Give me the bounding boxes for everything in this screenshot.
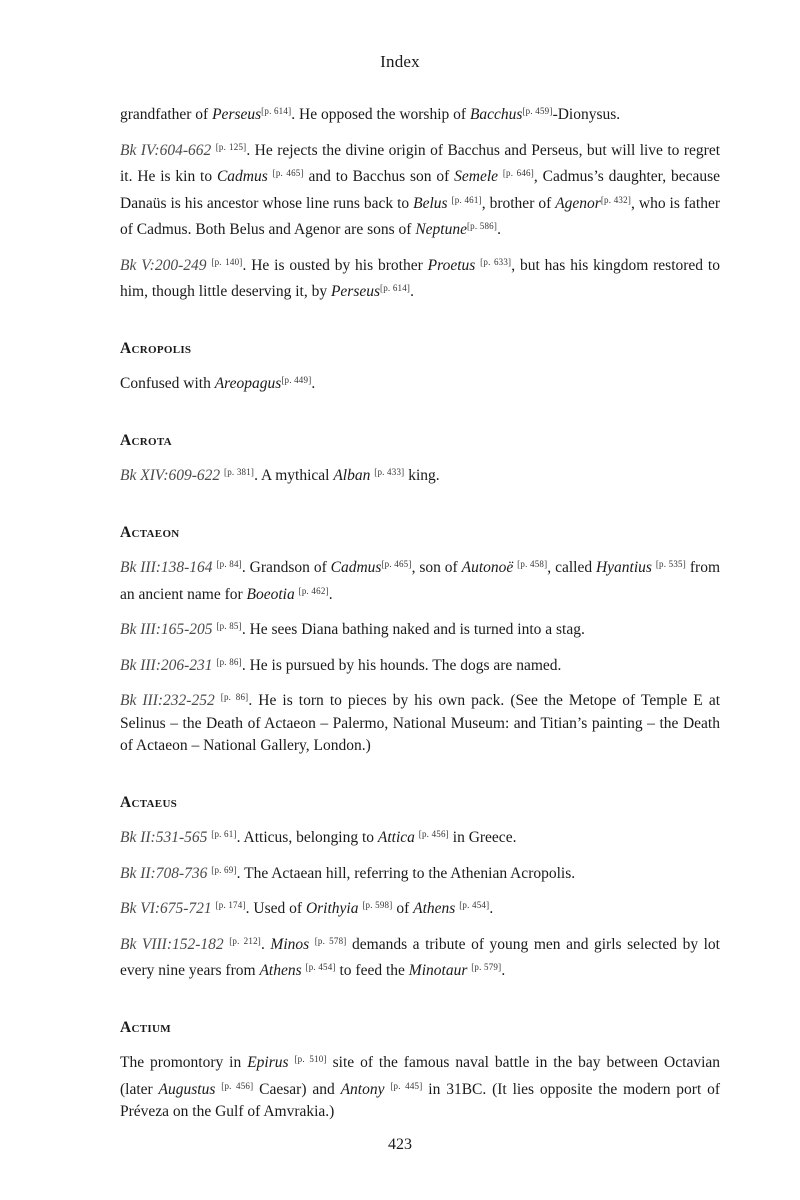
index-entry — [120, 1017, 720, 1124]
text-run: in 31BC. (It lies opposite the modern port of Préveza on the Gulf of Amvrakia.) — [120, 1080, 721, 1120]
page-reference[interactable]: [p. 462] — [298, 585, 329, 596]
name-link[interactable]: Augustus — [158, 1080, 216, 1098]
text-run: . Atticus, belonging to — [236, 829, 378, 846]
index-paragraph — [120, 461, 720, 488]
page-reference[interactable]: [p. 465] — [381, 559, 412, 569]
page-reference[interactable]: [p. 614] — [261, 106, 292, 116]
book-reference: Bk III:138-164 — [120, 559, 213, 576]
page-reference[interactable]: [p. 449] — [281, 375, 312, 385]
entry-heading: Acrota — [120, 431, 172, 449]
name-link[interactable]: Minos — [270, 935, 310, 953]
page-reference[interactable]: [p. 633] — [480, 256, 512, 267]
name-link[interactable]: Minotaur — [408, 962, 468, 979]
text-run: . He sees Diana bathing naked and is turned into a stag. — [241, 621, 585, 638]
text-run: from an ancient name for — [120, 559, 720, 603]
index-paragraph — [120, 894, 720, 921]
text-run: . — [328, 585, 333, 603]
text-run: , son of — [411, 559, 462, 576]
name-link[interactable]: Athens — [413, 900, 456, 917]
entry-heading: Actium — [120, 1018, 171, 1036]
text-run: . — [311, 375, 316, 392]
name-link[interactable]: Orithyia — [305, 900, 359, 917]
name-link[interactable]: Epirus — [247, 1054, 289, 1071]
text-run: . — [489, 900, 494, 917]
name-link[interactable]: Athens — [259, 962, 302, 979]
index-entry — [120, 338, 720, 396]
text-run: grandfather of — [120, 106, 213, 123]
book-reference: Bk III:206-231 — [120, 656, 213, 674]
text-run: . He is pursued by his hounds. The dogs are named. — [241, 656, 562, 674]
page-reference[interactable]: [p. 510] — [294, 1054, 327, 1064]
page-reference[interactable]: [p. 86] — [220, 692, 249, 702]
text-run: of — [392, 900, 414, 917]
page-reference[interactable]: [p. 535] — [655, 559, 686, 569]
page-reference[interactable]: [p. 61] — [211, 829, 237, 839]
book-reference: Bk II:708-736 — [120, 864, 208, 882]
text-run: , brother of — [481, 194, 556, 212]
page-reference[interactable]: [p. 454] — [305, 962, 336, 972]
index-entry — [120, 522, 720, 758]
page-reference[interactable]: [p. 84] — [216, 559, 242, 569]
text-run: . — [501, 962, 506, 979]
text-run: king. — [404, 467, 440, 484]
text-run: . Grandson of — [241, 559, 331, 576]
index-paragraph — [120, 251, 720, 304]
text-run: in Greece. — [448, 829, 517, 846]
text-run: . — [260, 935, 271, 953]
book-reference: Bk II:531-565 — [120, 829, 208, 846]
page-reference[interactable]: [p. 140] — [211, 256, 243, 267]
index-entry — [120, 430, 720, 488]
text-run: to feed the — [335, 962, 409, 979]
name-link[interactable]: Belus — [413, 194, 448, 212]
name-link[interactable]: Neptune — [415, 221, 467, 238]
name-link[interactable]: Antony — [340, 1080, 385, 1098]
text-run: . A mythical — [254, 467, 334, 484]
page-reference[interactable]: [p. 614] — [380, 283, 411, 293]
book-reference: Bk V:200-249 — [120, 256, 207, 274]
text-run: . The Actaean hill, referring to the Athenian Acropolis. — [236, 864, 576, 882]
name-link[interactable]: Agenor — [555, 194, 601, 212]
index-paragraph — [120, 100, 720, 127]
page-reference[interactable]: [p. 465] — [272, 168, 304, 178]
name-link[interactable]: Cadmus — [330, 559, 382, 576]
text-run: . He rejects the divine origin of Bacchus and Perseus, but will live to regret it. He is kin to — [120, 141, 721, 185]
text-run: site of the famous naval battle in the bay between Octavian (later — [120, 1054, 721, 1098]
page-reference[interactable]: [p. 578] — [314, 935, 347, 946]
index-paragraph — [120, 823, 720, 850]
index-paragraph — [120, 136, 720, 242]
name-link[interactable]: Cadmus — [216, 168, 268, 185]
name-link[interactable]: Proetus — [427, 256, 476, 274]
page-reference[interactable]: [p. 586] — [466, 221, 498, 231]
page-reference[interactable]: [p. 646] — [502, 168, 534, 178]
index-entry — [120, 792, 720, 983]
index-paragraph — [120, 553, 720, 606]
text-run: , who is father of Cadmus. Both Belus and Agenor are sons of — [120, 194, 720, 238]
name-link[interactable]: Autonoë — [461, 559, 514, 576]
name-link[interactable]: Areopagus — [214, 375, 282, 392]
index-paragraph — [120, 651, 720, 678]
name-link[interactable]: Boeotia — [246, 585, 295, 603]
text-run: Confused with — [120, 375, 215, 392]
page-reference[interactable]: [p. 598] — [362, 900, 393, 910]
index-paragraph — [120, 930, 720, 983]
text-run: , Cadmus’s daughter, because Danaüs is his ancestor whose line runs back to — [120, 168, 720, 212]
entry-list — [120, 338, 720, 1124]
page-reference[interactable]: [p. 174] — [215, 900, 246, 910]
page-reference[interactable]: [p. 456] — [418, 829, 449, 839]
text-run: and to Bacchus son of — [303, 168, 455, 185]
book-reference: Bk VI:675-721 — [120, 900, 212, 917]
page-reference[interactable]: [p. 458] — [517, 559, 548, 569]
page-reference[interactable]: [p. 212] — [229, 935, 261, 946]
book-reference: Bk VIII:152-182 — [120, 935, 224, 953]
index-paragraph — [120, 369, 720, 396]
book-reference: Bk XIV:609-622 — [120, 467, 221, 484]
book-reference: Bk III:165-205 — [120, 621, 213, 638]
name-link[interactable]: Bacchus — [469, 106, 523, 123]
page-reference[interactable]: [p. 86] — [216, 656, 242, 667]
page-reference[interactable]: [p. 456] — [221, 1080, 254, 1091]
book-reference: Bk IV:604-662 — [120, 141, 212, 159]
index-paragraph — [120, 615, 720, 642]
entry-heading: Actaeon — [120, 523, 180, 541]
text-run: , but has his kingdom restored to him, though little deserving it, by — [120, 256, 720, 300]
text-run: . — [497, 221, 501, 238]
text-run: , called — [547, 559, 596, 576]
name-link[interactable]: Semele — [454, 168, 499, 185]
name-link[interactable]: Perseus — [330, 283, 381, 300]
page-reference[interactable]: [p. 125] — [215, 141, 247, 152]
page-reference[interactable]: [p. 461] — [451, 194, 482, 205]
book-reference: Bk III:232-252 — [120, 692, 215, 709]
text-run: demands a tribute of young men and girls selected by lot every nine years from — [120, 935, 720, 979]
index-content — [120, 100, 720, 1133]
text-run: . — [410, 283, 415, 300]
text-run: . He is torn to pieces by his own pack. (See the Metope of Temple E at Selinus – the Death of Actaeon – Palermo, National Museum: and Titian’s painting – the Death of Actaeon – National Gallery, London.) — [120, 692, 721, 754]
entry-heading: Acropolis — [120, 339, 192, 357]
text-run: . Used of — [245, 900, 306, 917]
page-reference[interactable]: [p. 433] — [374, 467, 405, 477]
index-paragraph — [120, 859, 720, 886]
text-run: . He is ousted by his brother — [242, 256, 428, 274]
page-reference[interactable]: [p. 69] — [211, 864, 237, 875]
continued-entry — [120, 100, 720, 304]
page-reference[interactable]: [p. 381] — [224, 467, 255, 477]
text-run: Caesar) and — [253, 1080, 341, 1098]
page-number: 423 — [388, 1136, 412, 1153]
entry-heading: Actaeus — [120, 793, 178, 811]
text-run: -Dionysus. — [552, 106, 621, 123]
index-paragraph — [120, 1048, 720, 1124]
index-paragraph — [120, 686, 720, 758]
page-reference[interactable]: [p. 459] — [522, 106, 553, 116]
name-link[interactable]: Attica — [377, 829, 415, 846]
page-reference[interactable]: [p. 445] — [390, 1080, 423, 1091]
page-reference[interactable]: [p. 85] — [216, 621, 242, 631]
name-link[interactable]: Perseus — [212, 106, 262, 123]
name-link[interactable]: Alban — [333, 467, 371, 484]
page-reference[interactable]: [p. 454] — [459, 900, 490, 910]
page-reference[interactable]: [p. 579] — [471, 962, 502, 972]
text-run: The promontory in — [120, 1054, 248, 1071]
text-run: . He opposed the worship of — [291, 106, 470, 123]
running-header: Index — [380, 52, 420, 71]
name-link[interactable]: Hyantius — [595, 559, 652, 576]
page-reference[interactable]: [p. 432] — [600, 194, 632, 205]
